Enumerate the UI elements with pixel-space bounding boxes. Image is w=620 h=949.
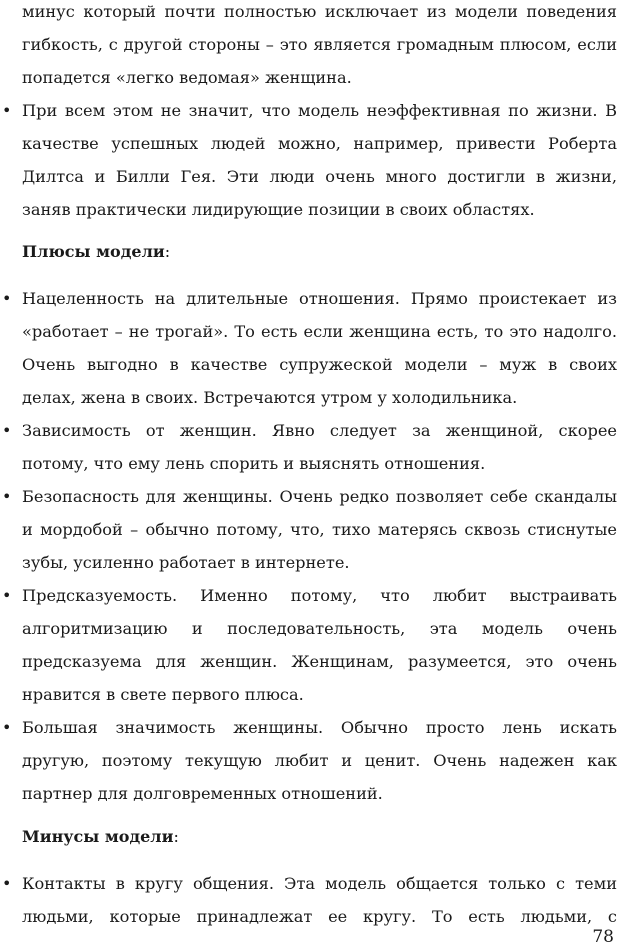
section-heading-pros [0,235,620,268]
item-text: Большая значимость женщины. Обычно просто лень искать [22,718,617,737]
bullet-icon: • [2,874,12,893]
item-text: партнер для долговременных отношений. [22,784,383,803]
item-text: заняв практически лидирующие позиции в своих областях. [22,200,535,219]
text-line [0,546,620,579]
intro-line-1: минус который почти полностью исключает из модели поведения [22,2,617,21]
item-text: качестве успешных людей можно, например, привести Роберта [22,134,617,153]
bullet-icon: • [2,289,12,308]
text-line [0,127,620,160]
item-text: «работает – не трогай». То есть если женщина есть, то это надолго. [22,322,617,341]
list-item [0,414,620,447]
text-line [0,612,620,645]
text-line [0,513,620,546]
list-item [0,711,620,744]
bullet-icon: • [2,487,12,506]
item-text: людьми, которые принадлежат ее кругу. То есть людьми, с [22,907,617,926]
page-number: 78 [592,927,614,947]
item-text: нравится в свете первого плюса. [22,685,304,704]
list-item [0,579,620,612]
item-text: Нацеленность на длительные отношения. Прямо проистекает из [22,289,617,308]
bullet-icon: • [2,586,12,605]
list-item [0,480,620,513]
text-line [0,447,620,480]
item-text: и мордобой – обычно потому, что, тихо матерясь сквозь стиснутые [22,520,617,539]
item-text: делах, жена в своих. Встречаются утром у холодильника. [22,388,518,407]
text-line [0,315,620,348]
section-heading-cons [0,820,620,853]
intro-line-2: гибкость, с другой стороны – это является громадным плюсом, если [22,35,617,54]
bullet-icon: • [2,718,12,737]
text-line [0,777,620,810]
pros-heading-text: Плюсы модели [22,242,165,261]
item-text: Контакты в кругу общения. Эта модель общается только с теми [22,874,617,893]
list-item [0,867,620,900]
bullet-icon: • [2,421,12,440]
cons-heading-text: Минусы модели [22,827,174,846]
item-text: зубы, усиленно работает в интернете. [22,553,350,572]
text-line [0,0,620,28]
text-line [0,348,620,381]
text-line [0,193,620,226]
bullet-icon: • [2,101,12,120]
item-text: предсказуема для женщин. Женщинам, разумеется, это очень [22,652,617,671]
text-line [0,61,620,94]
text-line [0,645,620,678]
item-text: Дилтса и Билли Гея. Эти люди очень много достигли в жизни, [22,167,617,186]
item-text: При всем этом не значит, что модель неэффективная по жизни. В [22,101,617,120]
text-line [0,28,620,61]
text-line [0,900,620,933]
text-line [0,160,620,193]
pros-heading-colon: : [164,242,171,261]
item-text: Безопасность для женщины. Очень редко позволяет себе скандалы [22,487,617,506]
item-text: другую, поэтому текущую любит и ценит. Очень надежен как [22,751,617,770]
text-line [0,744,620,777]
text-line [0,381,620,414]
item-text: Очень выгодно в качестве супружеской модели – муж в своих [22,355,617,374]
item-text: алгоритмизацию и последовательность, эта модель очень [22,619,617,638]
cons-heading-colon: : [173,827,179,846]
list-item [0,282,620,315]
text-line [0,678,620,711]
intro-line-3: попадется «легко ведомая» женщина. [22,68,352,87]
item-text: Предсказуемость. Именно потому, что любит выстраивать [22,586,617,605]
item-text: Зависимость от женщин. Явно следует за женщиной, скорее [22,421,617,440]
list-item [0,94,620,127]
item-text: потому, что ему лень спорить и выяснять отношения. [22,454,486,473]
